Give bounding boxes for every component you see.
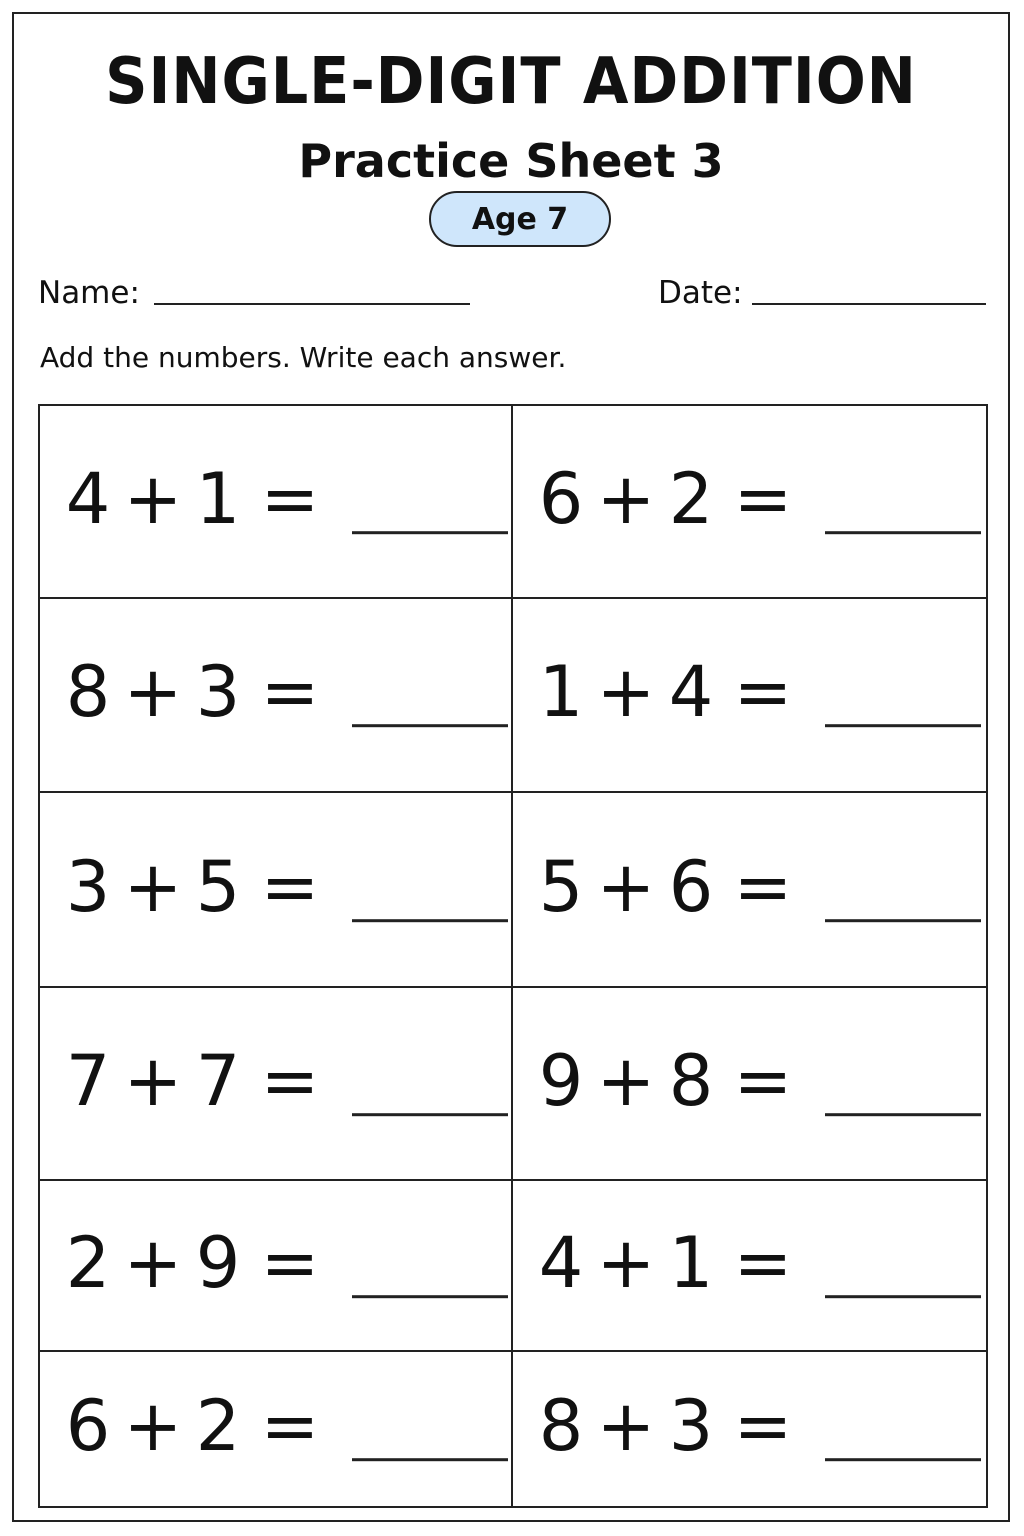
addend-a: 5 [538,845,584,928]
answer-blank[interactable] [352,688,508,727]
addend-b: 6 [668,845,714,928]
problem-grid [38,404,988,1508]
equals-sign: = [260,651,320,734]
addend-a: 6 [538,457,584,540]
problem-cell [513,988,986,1181]
addend-a: 1 [538,651,584,734]
answer-blank[interactable] [352,495,508,534]
problem-cell [40,1181,513,1352]
addend-a: 4 [538,1221,584,1304]
equals-sign: = [733,1385,793,1468]
addend-b: 4 [668,651,714,734]
addend-a: 6 [65,1385,111,1468]
addend-a: 8 [538,1385,584,1468]
date-field[interactable] [752,303,986,305]
equals-sign: = [260,1039,320,1122]
name-field[interactable] [154,303,470,305]
addend-b: 1 [195,457,241,540]
answer-blank[interactable] [352,1422,508,1461]
answer-blank[interactable] [825,688,981,727]
equals-sign: = [733,1221,793,1304]
answer-blank[interactable] [352,1077,508,1116]
answer-blank[interactable] [825,1259,981,1298]
addend-a: 3 [65,845,111,928]
equals-sign: = [733,1039,793,1122]
problem-cell [40,793,513,988]
answer-blank[interactable] [352,1259,508,1298]
date-label: Date: [658,275,743,311]
problem-cell [513,599,986,793]
problem-cell [513,406,986,599]
problem-cell [513,1352,986,1506]
addend-b: 2 [668,457,714,540]
instructions: Add the numbers. Write each answer. [40,341,567,374]
problem-cell [40,988,513,1181]
answer-blank[interactable] [825,1077,981,1116]
addend-b: 1 [668,1221,714,1304]
equals-sign: = [260,1385,320,1468]
addend-b: 3 [668,1385,714,1468]
addend-b: 3 [195,651,241,734]
name-label: Name: [38,275,140,311]
answer-blank[interactable] [352,883,508,922]
addend-a: 8 [65,651,111,734]
plus-sign: + [123,457,183,540]
worksheet-subtitle: Practice Sheet 3 [298,134,724,188]
addend-b: 5 [195,845,241,928]
plus-sign: + [596,457,656,540]
answer-blank[interactable] [825,495,981,534]
plus-sign: + [123,1039,183,1122]
age-badge [429,191,611,247]
plus-sign: + [123,1221,183,1304]
problem-cell [40,1352,513,1506]
addend-a: 2 [65,1221,111,1304]
worksheet-title: SINGLE-DIGIT ADDITION [105,45,917,119]
plus-sign: + [596,1221,656,1304]
equals-sign: = [733,457,793,540]
problem-cell [513,1181,986,1352]
plus-sign: + [123,651,183,734]
plus-sign: + [596,651,656,734]
plus-sign: + [596,845,656,928]
addend-b: 8 [668,1039,714,1122]
addend-a: 7 [65,1039,111,1122]
equals-sign: = [733,651,793,734]
addend-a: 4 [65,457,111,540]
addend-a: 9 [538,1039,584,1122]
addend-b: 7 [195,1039,241,1122]
problem-cell [40,599,513,793]
addend-b: 9 [195,1221,241,1304]
answer-blank[interactable] [825,1422,981,1461]
answer-blank[interactable] [825,883,981,922]
plus-sign: + [123,1385,183,1468]
plus-sign: + [596,1385,656,1468]
problem-cell [513,793,986,988]
worksheet-page [12,12,1010,1522]
equals-sign: = [260,457,320,540]
equals-sign: = [260,1221,320,1304]
equals-sign: = [733,845,793,928]
plus-sign: + [596,1039,656,1122]
addend-b: 2 [195,1385,241,1468]
problem-cell [40,406,513,599]
age-badge-label: Age 7 [471,201,569,237]
plus-sign: + [123,845,183,928]
equals-sign: = [260,845,320,928]
